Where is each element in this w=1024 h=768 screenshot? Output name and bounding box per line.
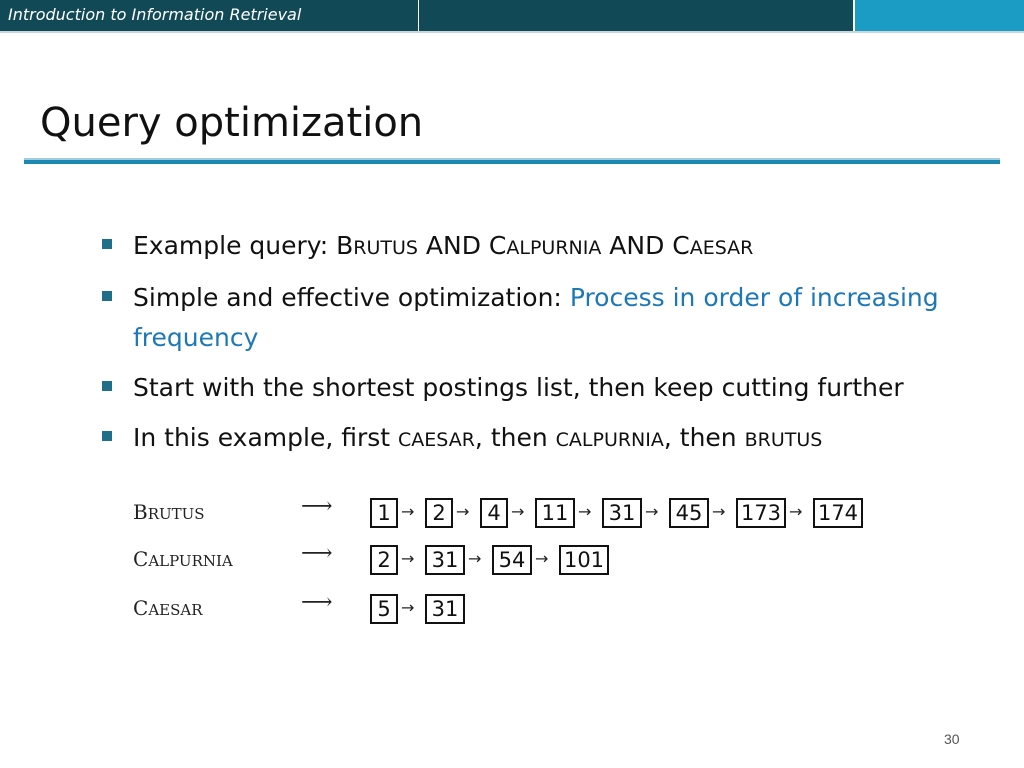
long-arrow-icon: ⟶ — [301, 494, 333, 519]
page-number: 30 — [944, 731, 960, 747]
posting-doc-box: 31 — [425, 545, 465, 575]
posting-doc-box: 174 — [813, 498, 863, 528]
next-arrow-icon: → — [401, 598, 415, 617]
posting-doc-box: 1 — [370, 498, 398, 528]
posting-term-initial: B — [133, 500, 148, 524]
next-arrow-icon: → — [511, 502, 525, 521]
bullet-marker-icon — [102, 239, 112, 249]
posting-doc-box: 5 — [370, 594, 398, 624]
bullet-text: , then — [663, 423, 745, 452]
posting-term-rest: ALPURNIA — [148, 552, 233, 570]
next-arrow-icon: → — [401, 502, 415, 521]
next-arrow-icon: → — [401, 549, 415, 568]
posting-doc-box: 45 — [669, 498, 709, 528]
bullet-marker-icon — [102, 381, 112, 391]
posting-doc-box: 173 — [736, 498, 786, 528]
posting-term — [133, 500, 205, 524]
bullet-text: Simple and effective optimization: — [133, 283, 570, 312]
posting-doc-box: 2 — [370, 545, 398, 575]
bullet-item — [100, 278, 1000, 358]
posting-term-rest: RUTUS — [147, 505, 205, 523]
bullet-text: Process in order of increasing frequency — [133, 283, 939, 352]
bullet-text: AND C — [601, 231, 690, 260]
next-arrow-icon: → — [535, 549, 549, 568]
bullet-marker-icon — [102, 431, 112, 441]
bullet-item — [100, 226, 1000, 268]
bullet-marker-icon — [102, 291, 112, 301]
bullet-text: BRUTUS — [744, 429, 823, 451]
next-arrow-icon: → — [456, 502, 470, 521]
bullet-text: Example query: — [133, 231, 337, 260]
posting-doc-box: 101 — [559, 545, 609, 575]
header-bar — [0, 0, 1024, 31]
bullet-text: ALPURNIA — [506, 237, 602, 259]
bullet-text: AESAR — [689, 237, 754, 259]
postings-diagram — [133, 488, 893, 628]
posting-doc-box: 11 — [535, 498, 575, 528]
header-underline — [0, 31, 1024, 33]
posting-doc-box: 31 — [425, 594, 465, 624]
posting-doc-box: 54 — [492, 545, 532, 575]
bullet-item — [100, 418, 1000, 460]
posting-term — [133, 596, 203, 620]
slide-title: Query optimization — [40, 100, 424, 146]
posting-term-initial: C — [133, 547, 149, 571]
header-segment-right — [855, 0, 1024, 31]
posting-term-initial: C — [133, 596, 149, 620]
title-rule — [24, 160, 1000, 164]
next-arrow-icon: → — [468, 549, 482, 568]
bullet-text: , then — [474, 423, 556, 452]
posting-doc-box: 4 — [480, 498, 508, 528]
next-arrow-icon: → — [578, 502, 592, 521]
course-title: Introduction to Information Retrieval — [8, 5, 302, 24]
posting-doc-box: 31 — [602, 498, 642, 528]
bullet-text: Start with the shortest postings list, then keep cutting further — [133, 373, 904, 402]
posting-doc-box: 2 — [425, 498, 453, 528]
bullet-text: CALPURNIA — [555, 429, 664, 451]
long-arrow-icon: ⟶ — [301, 541, 333, 566]
long-arrow-icon: ⟶ — [301, 590, 333, 615]
bullet-list — [100, 226, 1000, 470]
header-segment-middle — [419, 0, 853, 31]
bullet-text: RUTUS — [353, 237, 418, 259]
bullet-text: In this example, first — [133, 423, 399, 452]
posting-term-rest: AESAR — [148, 601, 203, 619]
next-arrow-icon: → — [645, 502, 659, 521]
bullet-text: B — [336, 231, 354, 260]
bullet-text: AND C — [417, 231, 507, 260]
bullet-item — [100, 368, 1000, 408]
bullet-text: CAESAR — [398, 429, 475, 451]
next-arrow-icon: → — [789, 502, 803, 521]
posting-term — [133, 547, 233, 571]
next-arrow-icon: → — [712, 502, 726, 521]
